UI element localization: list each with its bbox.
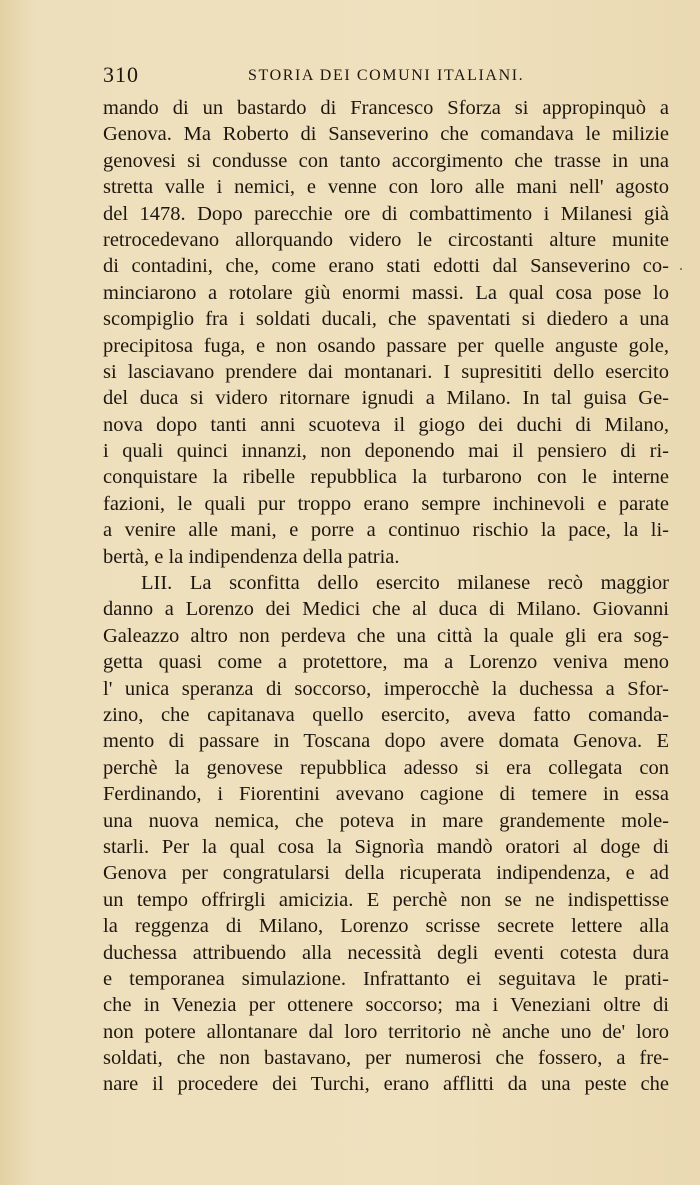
text-line: la reggenza di Milano, Lorenzo scrisse secrete lettere alla xyxy=(103,915,669,938)
body-text xyxy=(103,95,669,1098)
section-start-line: LII. La sconfitta dello esercito milanese recò maggior xyxy=(141,572,669,595)
text-line: non potere allontanare dal loro territorio nè anche uno de' loro xyxy=(103,1020,669,1043)
text-line: un tempo offrirgli amicizia. E perchè non se ne indispettisse xyxy=(103,888,669,911)
text-line: l' unica speranza di soccorso, imperocchè la duchessa a Sfor- xyxy=(103,677,669,700)
text-line: duchessa attribuendo alla necessità degli eventi cotesta dura xyxy=(103,941,669,964)
text-line: soldati, che non bastavano, per numerosi che fossero, a fre- xyxy=(103,1047,669,1070)
paragraph-end-line: bertà, e la indipendenza della patria. xyxy=(103,545,400,568)
text-line: mando di un bastardo di Francesco Sforza si appropinquò a xyxy=(103,97,669,119)
text-line: mento di passare in Toscana dopo avere domata Genova. E xyxy=(103,730,669,753)
text-line: Ferdinando, i Fiorentini avevano cagione di temere in essa xyxy=(103,783,669,806)
text-line: stretta valle i nemici, e venne con loro alle mani nell' agosto xyxy=(103,176,669,199)
text-line: nare il procedere dei Turchi, erano afflitti da una peste che xyxy=(103,1073,669,1096)
text-line: retrocedevano allorquando videro le circostanti alture munite xyxy=(103,228,669,251)
page-number: 310 xyxy=(103,62,139,87)
text-line: zino, che capitanava quello esercito, aveva fatto comanda- xyxy=(103,703,669,726)
text-line: si lasciavano prendere dai montanari. I supresititi dello esercito xyxy=(103,360,669,383)
text-line: Galeazzo altro non perdeva che una città la quale gli era sog- xyxy=(103,624,669,647)
text-line: nova dopo tanti anni scuoteva il giogo dei duchi di Milano, xyxy=(103,413,669,436)
text-line: minciarono a rotolare giù enormi massi. La qual cosa pose lo xyxy=(103,281,669,304)
text-line: danno a Lorenzo dei Medici che al duca di Milano. Giovanni xyxy=(103,598,669,621)
text-line: i quali quinci innanzi, non deponendo mai il pensiero di ri- xyxy=(103,440,669,463)
text-line: una nuova nemica, che poteva in mare grandemente mole- xyxy=(103,809,669,832)
text-line: del 1478. Dopo parecchie ore di combattimento i Milanesi già xyxy=(103,202,669,225)
text-line: Genova per congratularsi della ricuperata indipendenza, e ad xyxy=(103,862,669,885)
running-title: STORIA DEI COMUNI ITALIANI. xyxy=(248,67,525,84)
page-header xyxy=(103,62,668,88)
text-line: scompiglio fra i soldati ducali, che spaventati si diedero a una xyxy=(103,308,669,331)
text-line: perchè la genovese repubblica adesso si era collegata con xyxy=(103,756,669,779)
text-line: precipitosa fuga, e non osando passare per quelle anguste gole, xyxy=(103,334,669,357)
text-line: genovesi si condusse con tanto accorgimento che trasse in una xyxy=(103,149,669,172)
text-line: getta quasi come a protettore, ma a Lorenzo veniva meno xyxy=(103,651,669,674)
text-line: a venire alle mani, e porre a continuo rischio la pace, la li- xyxy=(103,519,669,542)
text-line: di contadini, che, come erano stati edotti dal Sanseverino co- xyxy=(103,255,669,278)
text-line: starli. Per la qual cosa la Signorìa mandò oratori al doge di xyxy=(103,835,669,858)
text-line: Genova. Ma Roberto di Sanseverino che comandava le milizie xyxy=(103,123,669,146)
text-line: fazioni, le quali pur troppo erano sempre inchinevoli e parate xyxy=(103,492,669,515)
text-line: del duca si videro ritornare ignudi a Milano. In tal guisa Ge- xyxy=(103,387,669,410)
text-line: conquistare la ribelle repubblica la turbarono con le interne xyxy=(103,466,669,489)
text-line: e temporanea simulazione. Infrattanto ei seguitava le prati- xyxy=(103,967,669,990)
paper-speck xyxy=(680,268,682,270)
text-line: che in Venezia per ottenere soccorso; ma i Veneziani oltre di xyxy=(103,994,669,1017)
